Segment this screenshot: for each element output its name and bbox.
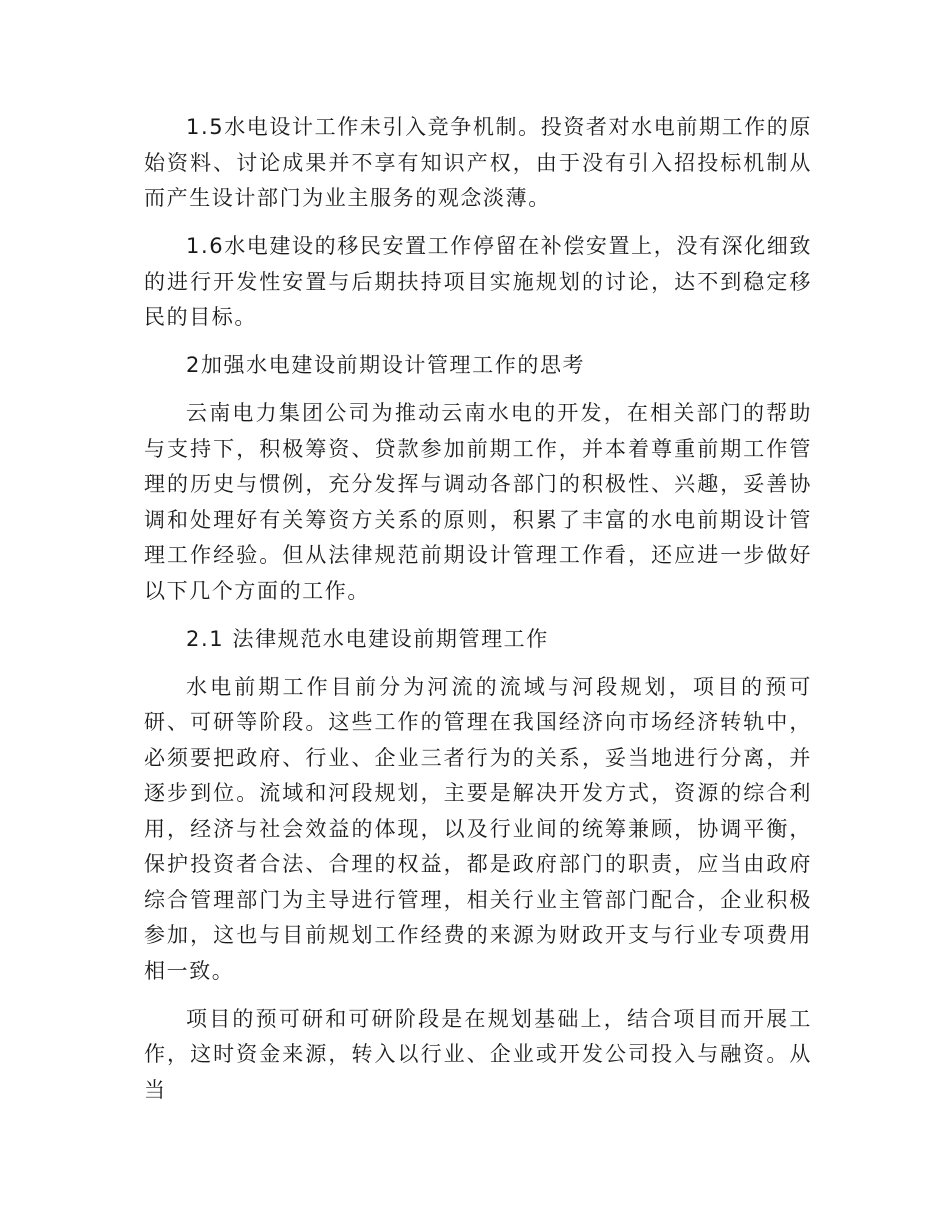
paragraph-2-1-planning: 水电前期工作目前分为河流的流域与河段规划，项目的预可研、可研等阶段。这些工作的管理在我国经济向市场经济转轨中，必须要把政府、行业、企业三者行为的关系，妥当地进行分离，并逐步到位。流域和河段规划，主要是解决开发方式，资源的综合利用，经济与社会效益的体现，以及行业间的统筹兼顾，协调平衡，保护投资者合法、合理的权益，都是政府部门的职责，应当由政府综合管理部门为主导进行管理，相关行业主管部门配合，企业积极参加，这也与目前规划工作经费的来源为财政开支与行业专项费用相一致。	[144, 674, 812, 983]
paragraph-section-2-intro: 云南电力集团公司为推动云南水电的开发，在相关部门的帮助与支持下，积极筹资、贷款参加前期工作，并本着尊重前期工作管理的历史与惯例，充分发挥与调动各部门的积极性、兴趣，妥善协调和处理好有关筹资方关系的原则，积累了丰富的水电前期设计管理工作经验。但从法律规范前期设计管理工作看，还应进一步做好以下几个方面的工作。	[144, 401, 812, 603]
section-heading-2-1: 2.1 法律规范水电建设前期管理工作	[186, 626, 549, 651]
document-body	[144, 110, 812, 1121]
paragraph-1-5: 1.5水电设计工作未引入竞争机制。投资者对水电前期工作的原始资料、讨论成果并不享有知识产权，由于没有引入招投标机制从而产生设计部门为业主服务的观念淡薄。	[144, 115, 812, 210]
section-heading-2: 2加强水电建设前期设计管理工作的思考	[186, 353, 586, 377]
paragraph-1-6: 1.6水电建设的移民安置工作停留在补偿安置上，没有深化细致的进行开发性安置与后期扶持项目实施规划的讨论，达不到稳定移民的目标。	[144, 234, 812, 329]
paragraph-2-1-feasibility: 项目的预可研和可研阶段是在规划基础上，结合项目而开展工作，这时资金来源，转入以行业、企业或开发公司投入与融资。从当	[144, 1006, 812, 1102]
